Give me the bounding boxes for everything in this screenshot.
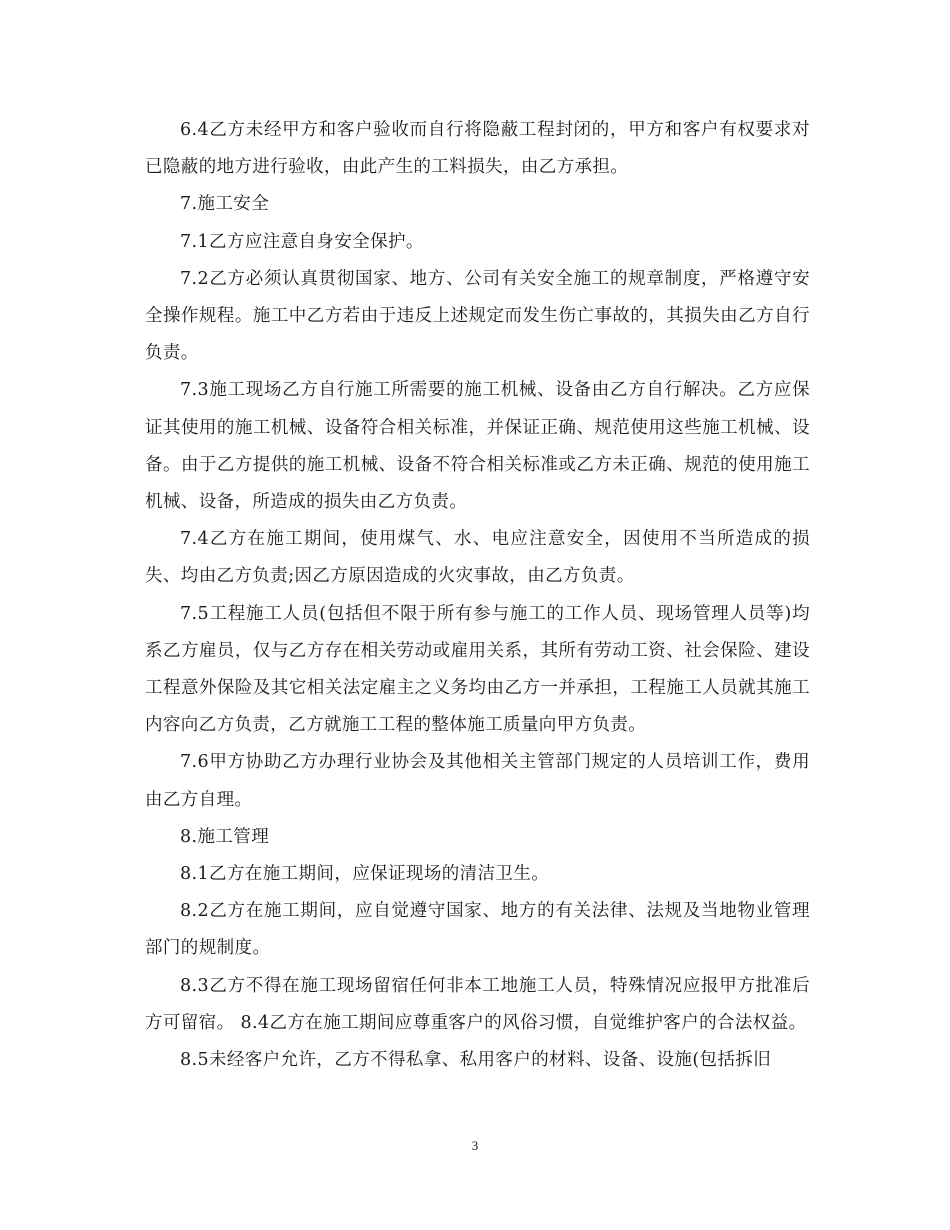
paragraph-7-3: 7.3施工现场乙方自行施工所需要的施工机械、设备由乙方自行解决。乙方应保证其使用的施工机械、设备符合相关标准，并保证正确、规范使用这些施工机械、设备。由于乙方提供的施工机械、设备不符合相关标准或乙方未正确、规范的使用施工机械、设备，所造成的损失由乙方负责。 xyxy=(145,380,810,513)
paragraph-8-3: 8.3乙方不得在施工现场留宿任何非本工地施工人员，特殊情况应报甲方批准后方可留宿。 8.4乙方在施工期间应尊重客户的风俗习惯，自觉维护客户的合法权益。 xyxy=(145,975,810,1033)
paragraph-7-4: 7.4乙方在施工期间，使用煤气、水、电应注意安全，因使用不当所造成的损失、均由乙方负责;因乙方原因造成的火灾事故，由乙方负责。 xyxy=(145,529,810,587)
paragraph-7-6: 7.6甲方协助乙方办理行业协会及其他相关主管部门规定的人员培训工作，费用由乙方自理。 xyxy=(145,752,810,810)
paragraph-8-1: 8.1乙方在施工期间，应保证现场的清洁卫生。 xyxy=(180,864,550,885)
page-number: 3 xyxy=(471,1138,479,1153)
paragraph-8-2: 8.2乙方在施工期间，应自觉遵守国家、地方的有关法律、法规及当地物业管理部门的规制度。 xyxy=(145,901,810,959)
paragraph-6-4: 6.4乙方未经甲方和客户验收而自行将隐蔽工程封闭的，甲方和客户有权要求对已隐蔽的地方进行验收，由此产生的工料损失，由乙方承担。 xyxy=(145,120,810,178)
section-heading-8: 8.施工管理 xyxy=(180,826,270,847)
paragraph-7-2: 7.2乙方必须认真贯彻国家、地方、公司有关安全施工的规章制度，严格遵守安全操作规程。施工中乙方若由于违反上述规定而发生伤亡事故的，其损失由乙方自行负责。 xyxy=(145,268,810,364)
section-heading-7: 7.施工安全 xyxy=(180,194,270,215)
paragraph-7-1: 7.1乙方应注意自身安全保护。 xyxy=(180,231,424,252)
paragraph-7-5: 7.5工程施工人员(包括但不限于所有参与施工的工作人员、现场管理人员等)均系乙方雇员，仅与乙方存在相关劳动或雇用关系，其所有劳动工资、社会保险、建设工程意外保险及其它相关法定雇主之义务均由乙方一并承担，工程施工人员就其施工内容向乙方负责，乙方就施工工程的整体施工质量向甲方负责。 xyxy=(145,603,810,736)
document-body xyxy=(145,112,810,1079)
paragraph-8-5: 8.5未经客户允许，乙方不得私拿、私用客户的材料、设备、设施(包括拆旧 xyxy=(180,1050,772,1071)
